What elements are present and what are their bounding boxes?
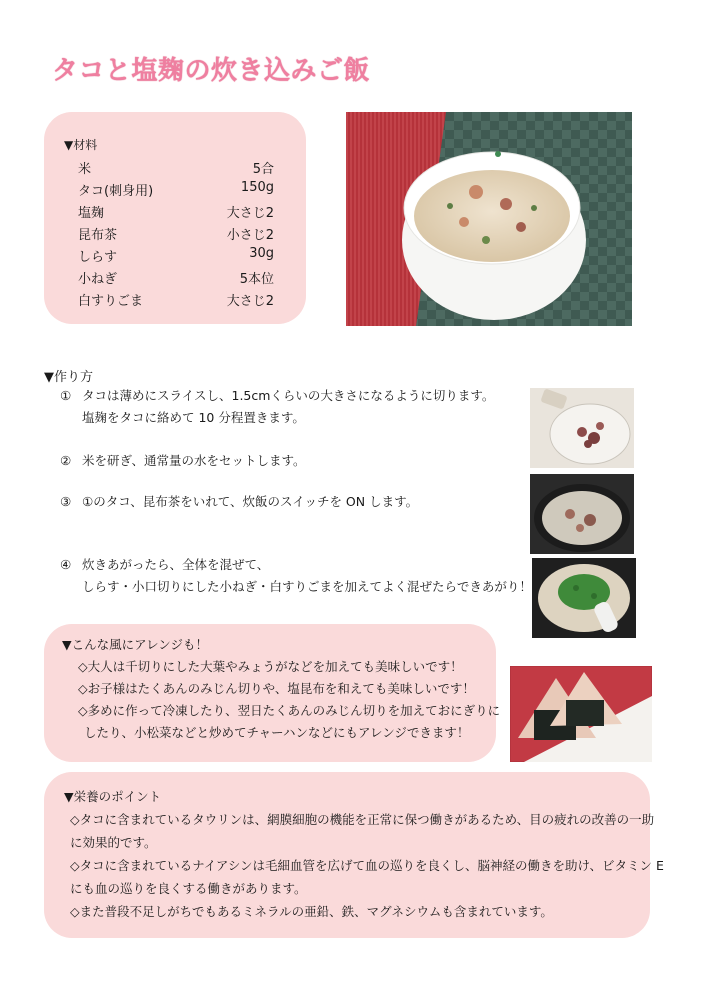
arrange-line: ◇お子様はたくあんのみじん切りや、塩昆布を和えても美味しいです！: [78, 681, 475, 696]
step-text: タコは薄めにスライスし、1.5cmくらいの大きさになるように切ります。: [82, 388, 495, 403]
step-4-photo: [532, 558, 636, 638]
step-text: 炊きあがったら、全体を混ぜて、: [82, 557, 270, 572]
ingredient-amount: 5合: [252, 162, 274, 177]
ingredient-amount: 150g: [240, 180, 274, 195]
rice-bowl-photo: [346, 112, 632, 326]
nutrition-box: [44, 772, 664, 938]
ingredient-amount: 大さじ2: [226, 206, 274, 221]
step-number: ①: [60, 388, 72, 403]
page-title: タコと塩麹の炊き込みご飯: [52, 56, 371, 86]
arrange-line: したり、小松菜などと炒めてチャーハンなどにもアレンジできます！: [84, 725, 470, 740]
arrange-box: [44, 624, 501, 762]
arrange-line: ◇多めに作って冷凍したり、翌日たくあんのみじん切りを加えておにぎりに: [78, 703, 501, 718]
ingredient-amount: 小さじ2: [226, 228, 274, 243]
step-3-photo: [530, 474, 634, 554]
ingredient-name: タコ(刺身用): [78, 184, 154, 199]
ingredient-name: 昆布茶: [78, 228, 118, 243]
method-heading: ▼作り方: [44, 370, 93, 385]
ingredient-amount: 大さじ2: [226, 294, 274, 309]
nutrition-line: にも血の巡りを良くする働きがあります。: [70, 881, 307, 896]
step-number: ③: [60, 494, 72, 509]
step-number: ②: [60, 453, 72, 468]
nutrition-line: ◇また普段不足しがちでもあるミネラルの亜鉛、鉄、マグネシウムも含まれています。: [70, 904, 553, 919]
ingredient-amount: 30g: [249, 246, 274, 261]
ingredient-name: 塩麹: [78, 206, 105, 221]
step-text: しらす・小口切りにした小ねぎ・白すりごまを加えてよく混ぜたらできあがり！: [82, 579, 532, 594]
ingredient-amount: 5本位: [239, 272, 274, 287]
ingredient-name: 小ねぎ: [78, 272, 118, 287]
nutrition-line: に効果的です。: [70, 835, 157, 850]
nutrition-heading: ▼栄養のポイント: [64, 789, 162, 804]
step-number: ④: [60, 557, 72, 572]
step-text: ①のタコ、昆布茶をいれて、炊飯のスイッチを ON します。: [82, 494, 419, 509]
arrange-line: ◇大人は千切りにした大葉やみょうがなどを加えても美味しいです！: [78, 659, 463, 674]
nutrition-line: ◇タコに含まれているタウリンは、網膜細胞の機能を正常に保つ働きがあるため、目の疲れの改善の一助: [70, 812, 655, 827]
ingredients-box: [44, 112, 306, 324]
ingredient-name: しらす: [78, 250, 118, 265]
ingredient-name: 米: [78, 162, 92, 177]
step-1-photo: [530, 388, 634, 468]
ingredient-name: 白すりごま: [78, 294, 144, 309]
ingredients-heading: ▼材料: [64, 138, 98, 152]
step-text: 米を研ぎ、通常量の水をセットします。: [82, 453, 306, 468]
onigiri-photo: [510, 666, 652, 762]
nutrition-line: ◇タコに含まれているナイアシンは毛細血管を広げて血の巡りを良くし、脳神経の働きを助け、ビタミン E: [70, 858, 664, 873]
arrange-heading: ▼こんな風にアレンジも！: [62, 637, 208, 652]
step-text: 塩麹をタコに絡めて 10 分程置きます。: [82, 410, 305, 425]
